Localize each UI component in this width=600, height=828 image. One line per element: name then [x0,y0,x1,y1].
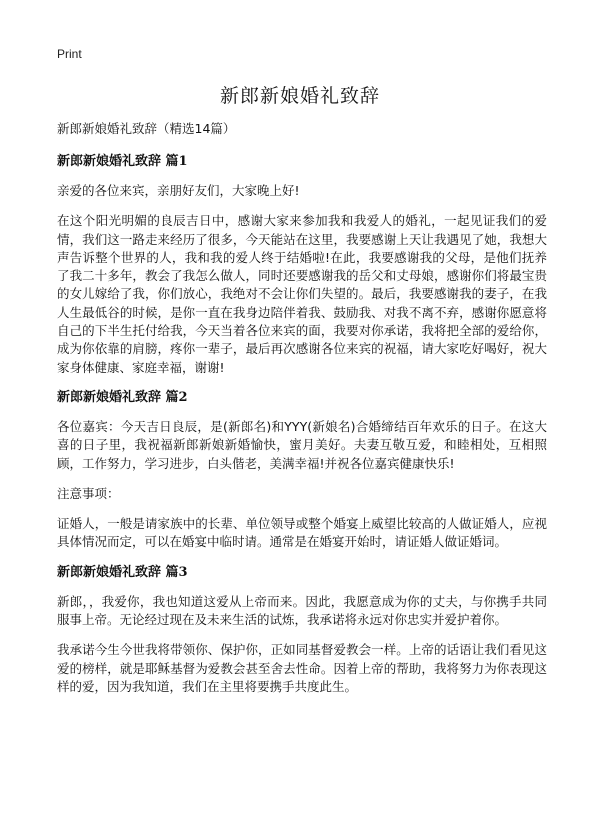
section-heading-3: 新郎新娘婚礼致辞 篇3 [57,564,188,580]
paragraph: 新郎，，我爱你，我也知道这爱从上帝而来。因此，我愿意成为你的丈夫，与你携手共同服事上帝。无论经过现在及未来生活的试炼，我承诺将永远对你忠实并爱护着你。 [57,593,547,628]
paragraph: 各位嘉宾：今天吉日良辰，是(新郎名)和YYY(新娘名)合婚缔结百年欢乐的日子。在这大喜的日子里，我祝福新郎新娘新婚愉快，蜜月美好。夫妻互敬互爱，和睦相处，互相照顾，工作努力，学习进步，白头偕老，美满幸福!并祝各位嘉宾健康快乐! [57,418,547,471]
print-link[interactable]: Print [57,47,82,61]
paragraph: 亲爱的各位来宾，亲朋好友们，大家晚上好! [57,183,300,198]
paragraph: 我承诺今生今世我将带领你、保护你，正如同基督爱教会一样。上帝的话语让我们看见这爱的榜样，就是耶稣基督为爱教会甚至舍去性命。因着上帝的帮助，我将努力为你表现这样的爱，因为我知道，我们在主里将要携手共度此生。 [57,642,547,694]
paragraph: 在这个阳光明媚的良辰吉日中，感谢大家来参加我和我爱人的婚礼，一起见证我们的爱情，我们这一路走来经历了很多，今天能站在这里，我要感谢上天让我遇见了她，我想大声告诉整个世界的人，我和我的爱人终于结婚啦!在此，我要感谢我的父母，是他们抚养了我二十多年，教会了我怎么做人，同时还要感谢我的岳父和丈母娘，感谢你们将最宝贵的女儿嫁给了我，你们放心，我绝对不会让你们失望的。最后，我要感谢我的妻子，在我人生最低谷的时候，是你一直在我身边陪伴着我、鼓励我、对我不离不弃，感谢你愿意将自己的下半生托付给我，今天当着各位来宾的面，我要对你承诺，我将把全部的爱给你，成为你依靠的肩膀，疼你一辈子，最后再次感谢各位来宾的祝福，请大家吃好喝好，祝大家身体健康、家庭幸福，谢谢! [57,213,547,375]
paragraph: 证婚人，一般是请家族中的长辈、单位领导或整个婚宴上威望比较高的人做证婚人，应视具体情况而定，可以在婚宴中临时请。通常是在婚宴开始时，请证婚人做证婚词。 [57,516,547,550]
document-subtitle: 新郎新娘婚礼致辞（精选14篇） [57,121,236,136]
section-heading-2: 新郎新娘婚礼致辞 篇2 [57,389,188,405]
article-body [57,120,547,708]
page-title: 新郎新娘婚礼致辞 [219,85,380,107]
section-heading-1: 新郎新娘婚礼致辞 篇1 [57,154,188,169]
notes-label: 注意事项： [57,485,120,501]
